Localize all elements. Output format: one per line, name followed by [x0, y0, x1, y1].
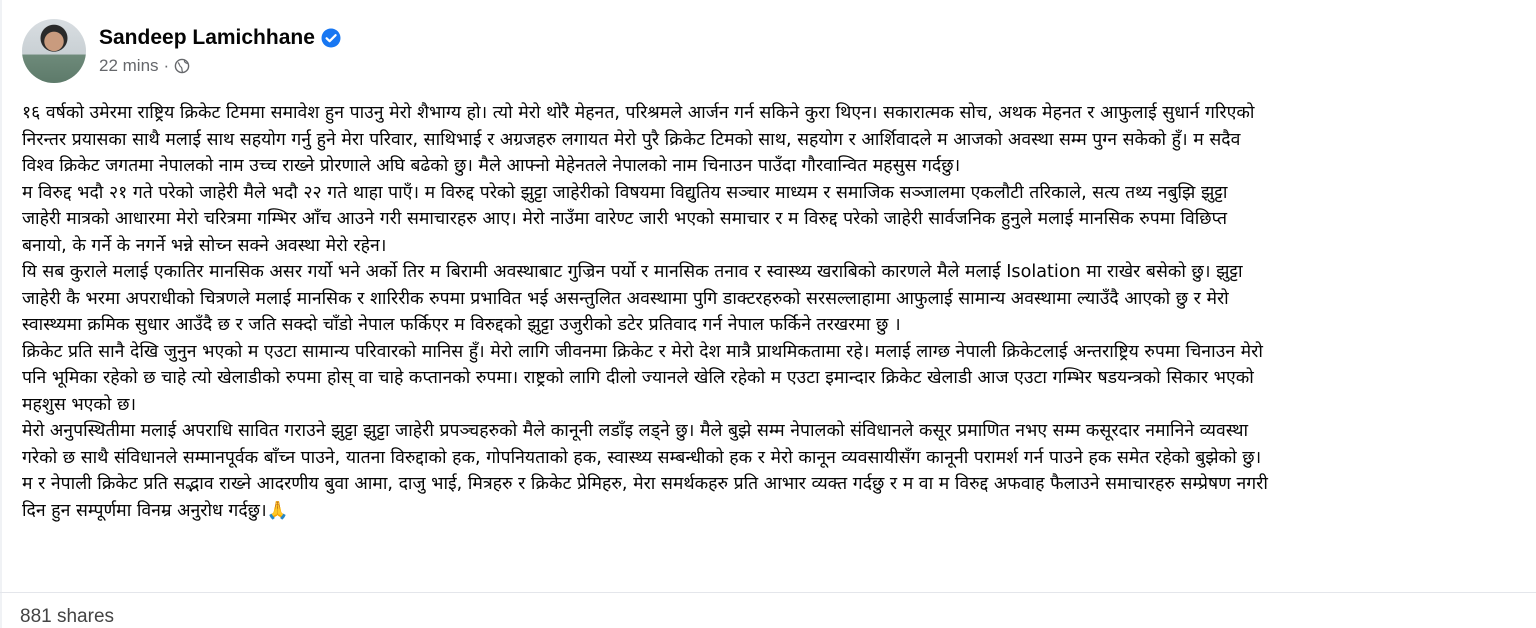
post-time[interactable]: 22 mins [99, 56, 159, 75]
post-text-line: गरेको छ साथै संविधानले सम्मानपूर्वक बाँच्न पाउने, यातना विरुद्दाको हक, गोपनियताको हक, स्वास्थ्य सम्बन्धीको हक र मेरो कानून व्यवसायीसँग कानूनी परामर्श गर्न पाउने हक समेत रहेको बुझेको छु। [22, 447, 1262, 468]
post-text-line: जाहेरी मात्रको आधारमा मेरो चरित्रमा गम्भिर आँच आउने गरी समाचारहरु आए। मेरो नाउँमा वारेण्ट जारी भएको समाचार र म विरुद्द परेको जाहेरी सार्वजनिक हुनुले मलाई मानसिक रुपमा विछिप्त [22, 209, 1228, 229]
post-text-line: पनि भूमिका रहेको छ चाहे त्यो खेलाडीको रुपमा होस् वा चाहे कप्तानको रुपमा। राष्ट्रको लागि दीलो ज्यानले खेलि रहेको म एउटा इमान्दार क्रिकेट खेलाडी आज एउटा गम्भिर षडयन्त्रको सिकार भएको [22, 368, 1254, 388]
post-body [22, 100, 1528, 524]
post-text-line: यि सब कुराले मलाई एकातिर मानसिक असर गर्यो भने अर्को तिर म बिरामी अवस्थाबाट गुज्रिन पर्यो र मानसिक तनाव र स्वास्थ्य खराबिको कारणले मैले मलाई Isolation मा राखेर बसेको छु। झुट्टा [22, 262, 1243, 282]
post-text-line: निरन्तर प्रयासका साथै मलाई साथ सहयोग गर्नु हुने मेरा परिवार, साथिभाई र अग्रजहरु लगायत मेरो पुरै क्रिकेट टिमको साथ, सहयोग र आर्शिवादले म आजको अवस्था सम्म पुग्न सकेको हुँ। म सदैव [22, 129, 1241, 150]
post-text-line: जाहेरी कै भरमा अपराधीको चित्रणले मलाई मानसिक र शारिरीक रुपमा प्रभावित भई असन्तुलित अवस्थामा पुगि डाक्टरहरुको सरसल्लाहामा आफुलाई सामान्य अवस्थामा ल्याउँदै आएको छु र मेरो [22, 288, 1229, 309]
globe-icon[interactable] [174, 58, 190, 74]
post-text-line: क्रिकेट प्रति सानै देखि जुनुन भएको म एउटा सामान्य परिवारको मानिस हुँ। मेरो लागि जीवनमा क्रिकेट र मेरो देश मात्रै प्राथमिकतामा रहे। मलाई लाग्छ नेपाली क्रिकेटलाई अन्तराष्ट्रिय रुपमा चिनाउन मेरो [22, 341, 1263, 362]
separator-dot: · [163, 56, 170, 75]
post-text-line: दिन हुन सम्पूर्णमा विनम्र अनुरोध गर्दछु।🙏 [22, 500, 289, 521]
post-text-line: विश्व क्रिकेट जगतमा नेपालको नाम उच्च राख्ने प्रोरणाले अघि बढेको छु। मैले आफ्नो मेहेनतले नेपालको नाम चिनाउन पाउँदा गौरवान्वित महसुस गर्दछु। [22, 156, 961, 176]
author-row [99, 26, 341, 50]
post-meta [99, 26, 341, 76]
post-text-line: म र नेपाली क्रिकेट प्रति सद्भाव राख्ने आदरणीय बुवा आमा, दाजु भाई, मित्रहरु र क्रिकेट प्रेमिहरु, मेरा समर्थकहरु प्रति आभार व्यक्त गर्दछु र म वा म विरुद्द अफवाह फैलाउने समाचारहरु सम्प्रेषण नगरी [22, 474, 1268, 494]
post-text-line: बनायो, के गर्ने के नगर्ने भन्ने सोच्न सक्ने अवस्था मेरो रहेन। [22, 235, 387, 256]
post-text-line: स्वास्थ्यमा क्रमिक सुधार आउँदै छ र जति सक्दो चाँडो नेपाल फर्किएर म विरुद्दको झुट्टा उजुरीको डटेर प्रतिवाद गर्न नेपाल फर्किने तरखरमा छु । [22, 315, 901, 335]
left-edge [0, 0, 2, 628]
timestamp-row [99, 56, 341, 76]
verified-badge-icon [321, 28, 341, 48]
post-text-line: महशुस भएको छ। [22, 394, 137, 415]
post-text-line: म विरुद्द भदौ २१ गते परेको जाहेरी मैले भदौ २२ गते थाहा पाएँ। म विरुद्द परेको झुट्टा जाहेरीको विषयमा विद्युतिय सञ्चार माध्यम र समाजिक सञ्जालमा एकलौटी तरिकाले, सत्य तथ्य नबुझि झुट्टा [22, 182, 1228, 203]
divider [0, 592, 1536, 593]
author-name[interactable]: Sandeep Lamichhane [99, 26, 315, 49]
post-text-line: १६ वर्षको उमेरमा राष्ट्रिय क्रिकेट टिममा समावेश हुन पाउनु मेरो शैभाग्य हो। त्यो मेरो थोरै मेहनत, परिश्रमले आर्जन गर्न सकिने कुरा थिएन। सकारात्मक सोच, अथक मेहनत र आफुलाई सुधार्न गरिएको [22, 103, 1255, 123]
avatar[interactable] [22, 19, 86, 83]
shares-count[interactable]: 881 shares [20, 606, 115, 627]
post-text-line: मेरो अनुपस्थितीमा मलाई अपराधि सावित गराउने झुट्टा झुट्टा जाहेरी प्रपञ्चहरुको मैले कानूनी लडाँइ लड्ने छु। मैले बुझे सम्म नेपालको संविधानले कसूर प्रमाणित नभए सम्म कसूरदार नमानिने व्यवस्था [22, 421, 1249, 441]
post-header [22, 18, 341, 84]
